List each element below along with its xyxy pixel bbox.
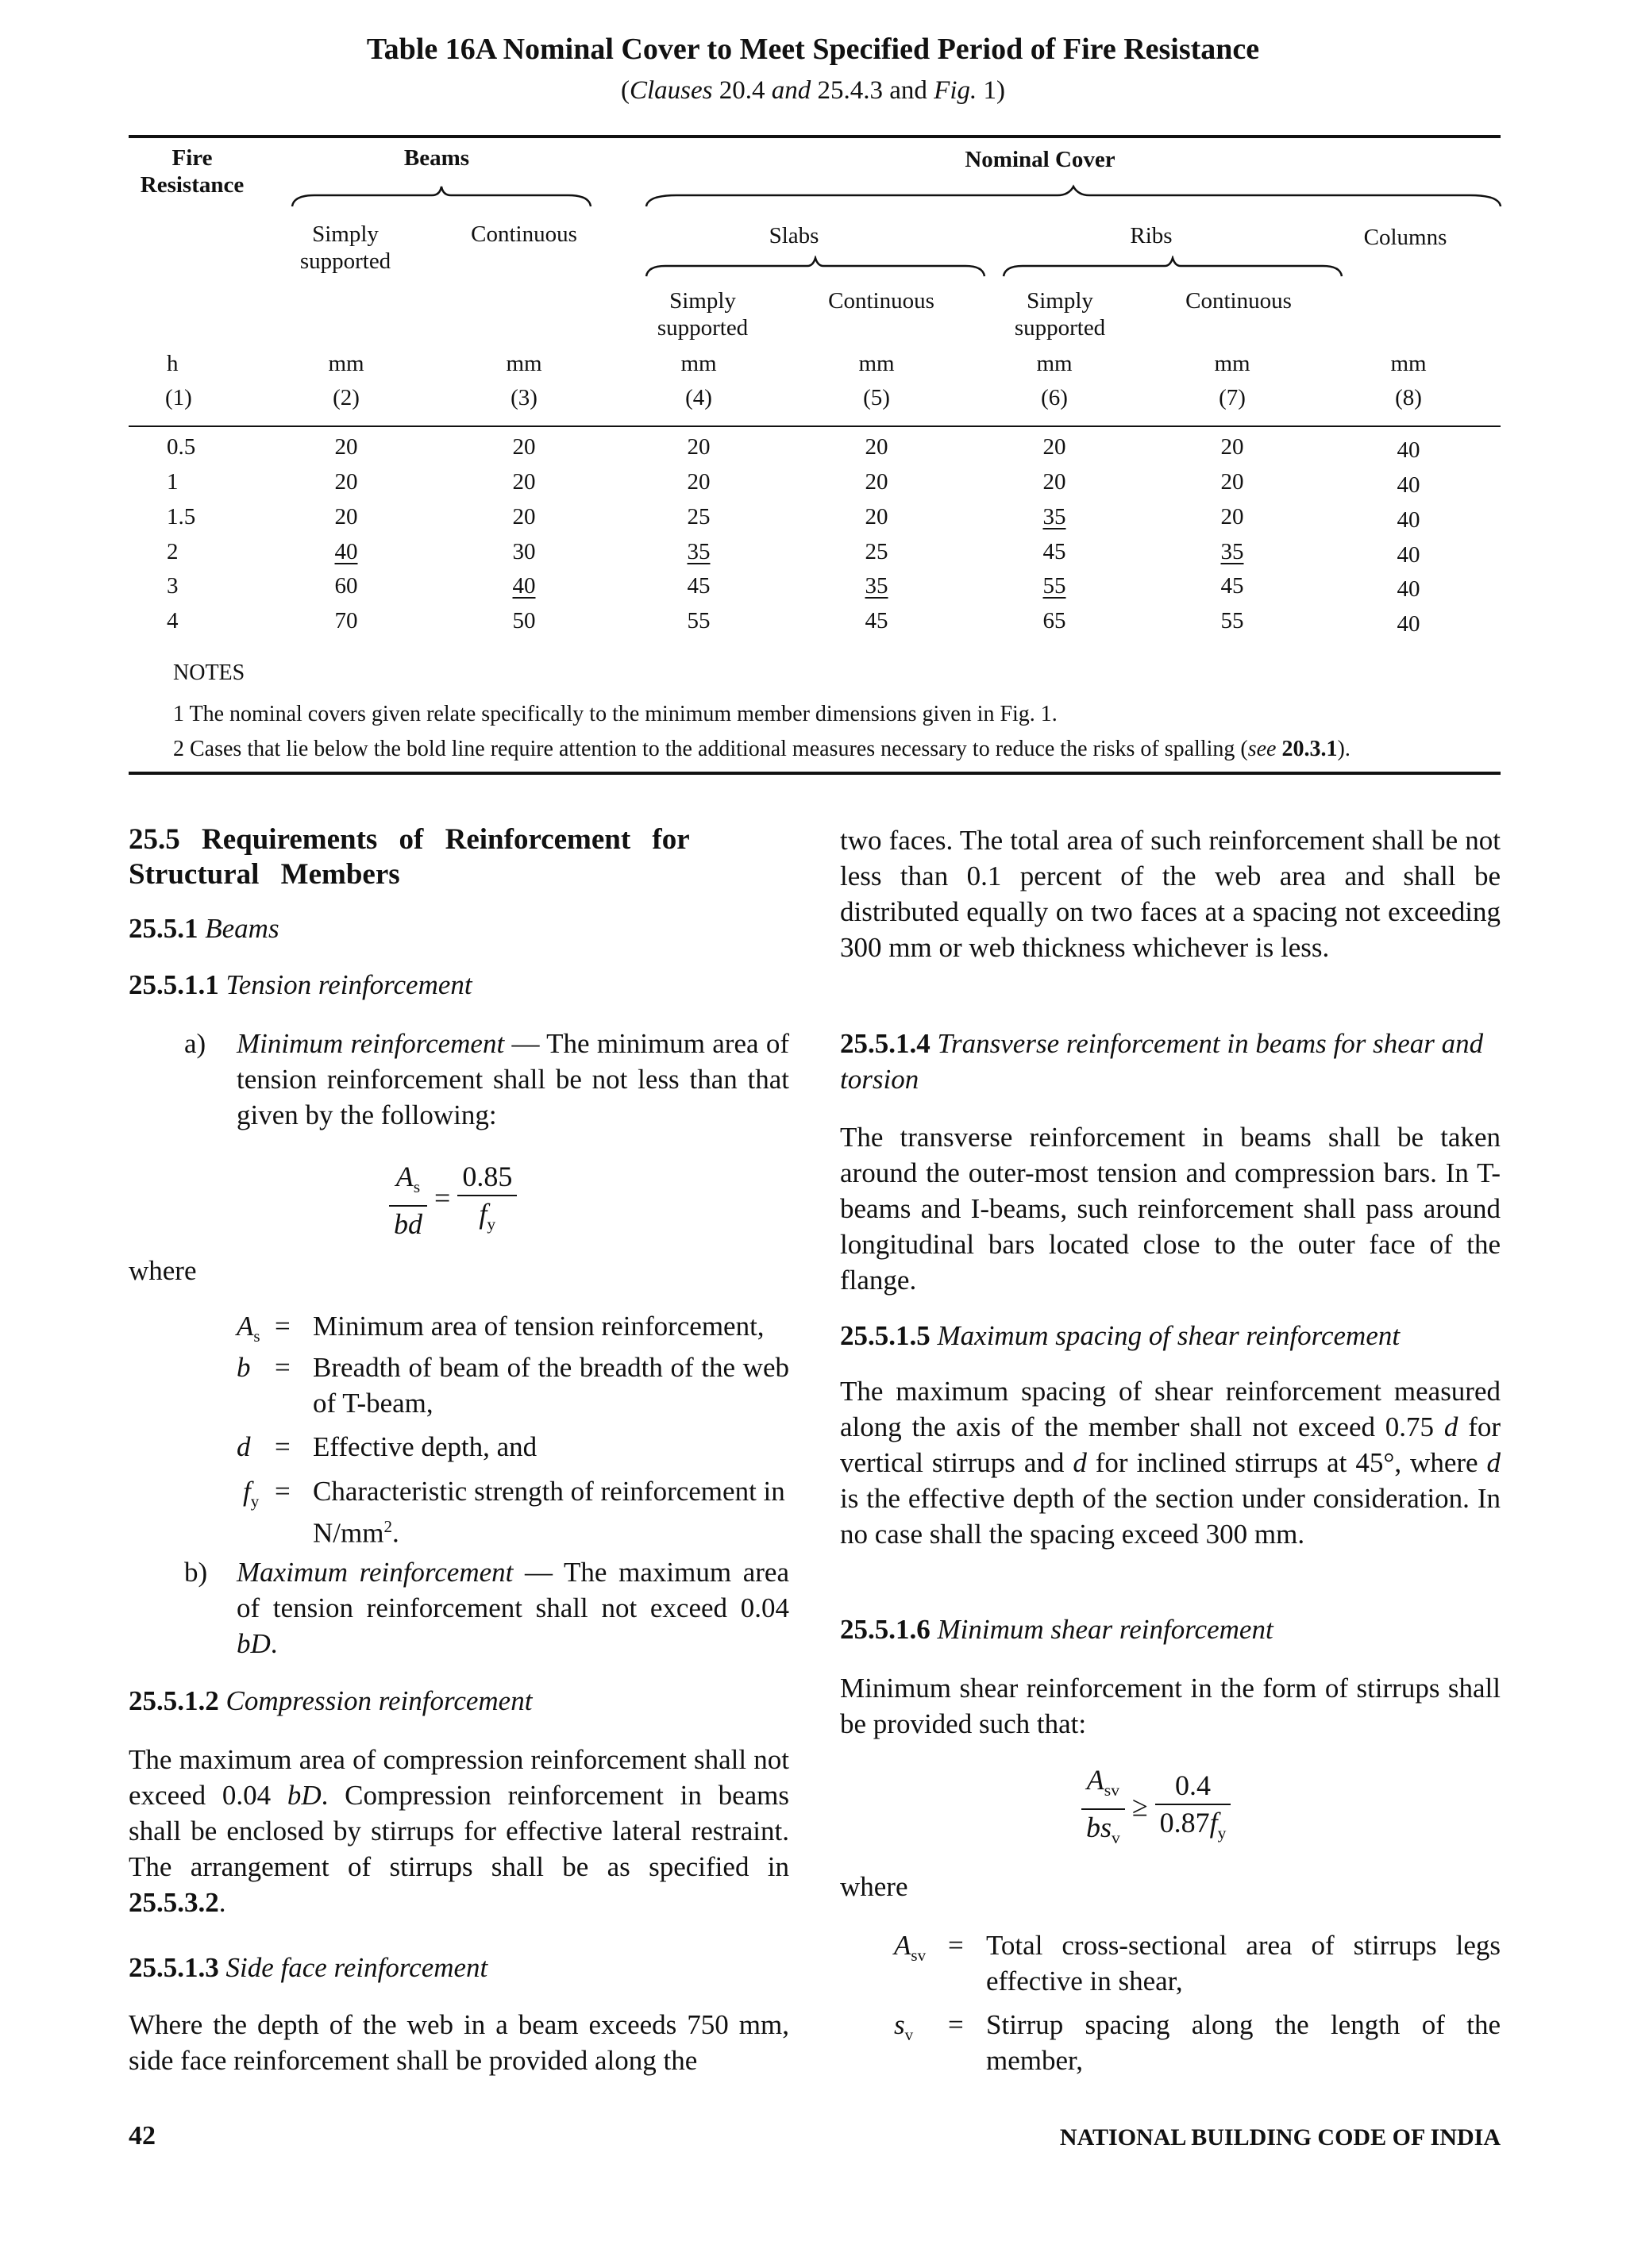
header-ribs-simply-supported: Simply supported	[1014, 288, 1106, 341]
table-bottom-rule	[129, 772, 1501, 775]
unit-mm: mm	[1390, 351, 1427, 376]
cell: 40	[1397, 611, 1420, 637]
cell: 25	[865, 539, 888, 564]
unit-h: h	[167, 351, 179, 376]
section-heading-25-5-1-5: 25.5.1.5 Maximum spacing of shear reinforcement	[840, 1320, 1401, 1351]
col-number: (7)	[1219, 385, 1246, 410]
cell: 40	[1397, 437, 1420, 463]
cell: 20	[1220, 504, 1244, 529]
note-2: 2 Cases that lie below the bold line require attention to the additional measures necessary to reduce the risks of spalling (see 20.3.1).	[173, 737, 1351, 761]
item-a-text: Minimum reinforcement — The minimum area of tension reinforcement shall be not less than that given by the following:	[237, 1028, 789, 1130]
cell-fire-resistance: 4	[167, 608, 179, 633]
cell: 20	[1220, 434, 1244, 460]
def-text: Effective depth, and	[313, 1431, 538, 1462]
cell: 20	[1042, 469, 1066, 495]
item-b-text: Maximum reinforcement — The maximum area of tension reinforcement shall not exceed 0.04 bD.	[237, 1557, 789, 1659]
cell: 40	[1397, 576, 1420, 602]
cell: 55	[687, 608, 711, 633]
def-equals: =	[948, 2009, 964, 2040]
cell: 70	[334, 608, 358, 633]
cell: 20	[334, 434, 358, 460]
col-number: (2)	[333, 385, 360, 410]
def-text: Total cross-sectional area of stirrups legs effective in shear,	[986, 1930, 1501, 1997]
header-slabs: Slabs	[769, 223, 819, 248]
cell: 40	[1397, 507, 1420, 533]
where-label: where	[840, 1871, 908, 1902]
notes-title: NOTES	[173, 660, 245, 685]
paragraph-min-shear: Minimum shear reinforcement in the form of stirrups shall be provided such that:	[840, 1673, 1501, 1739]
def-symbol: $s_v$	[894, 2009, 914, 2044]
def-text: Minimum area of tension reinforcement,	[313, 1311, 765, 1342]
header-fire-resistance: Fire Resistance	[140, 145, 245, 198]
cell: 20	[865, 504, 888, 529]
cell: 40	[1397, 472, 1420, 498]
cell: 45	[865, 608, 888, 633]
page-number: 42	[129, 2121, 156, 2151]
col-number: (6)	[1041, 385, 1068, 410]
cell: 65	[1042, 608, 1066, 633]
def-equals: =	[275, 1311, 291, 1342]
unit-mm: mm	[1036, 351, 1073, 376]
cell: 45	[687, 573, 711, 599]
paragraph-side-face: Where the depth of the web in a beam exceeds 750 mm, side face reinforcement shall be provided along the	[129, 2009, 789, 2076]
cell: 20	[687, 469, 711, 495]
def-equals: =	[275, 1431, 291, 1462]
section-heading-25-5-1-2: 25.5.1.2 Compression reinforcement	[129, 1685, 533, 1716]
section-heading-25-5-1-1: 25.5.1.1 Tension reinforcement	[129, 969, 472, 1000]
brace-slabs	[645, 256, 986, 279]
cell: 20	[512, 434, 536, 460]
section-heading-25-5-1-6: 25.5.1.6 Minimum shear reinforcement	[840, 1614, 1273, 1645]
section-heading-25-5: 25.5 Requirements of Reinforcement for Structural Members	[129, 823, 690, 891]
header-columns: Columns	[1363, 225, 1447, 250]
unit-mm: mm	[1214, 351, 1250, 376]
section-heading-25-5-1-3: 25.5.1.3 Side face reinforcement	[129, 1952, 488, 1983]
cell-underlined: 35	[865, 573, 888, 599]
paragraph-max-spacing: The maximum spacing of shear reinforcement measured along the axis of the member shall not exceed 0.75 d for vertical stirrups and d for inclined stirrups at 45°, where d is the effective depth of the section under consideration. In no case shall the spacing exceed 300 mm.	[840, 1376, 1501, 1550]
cell: 20	[334, 504, 358, 529]
brace-nominal-cover	[645, 184, 1502, 210]
header-nominal-cover: Nominal Cover	[965, 147, 1115, 172]
cell: 25	[687, 504, 711, 529]
col-number: (8)	[1395, 385, 1422, 410]
cell: 50	[512, 608, 536, 633]
col-number: (3)	[511, 385, 538, 410]
col-number: (4)	[685, 385, 712, 410]
brace-ribs	[1002, 256, 1343, 279]
col-number: (5)	[863, 385, 890, 410]
item-a-label: a)	[184, 1028, 206, 1059]
cell: 20	[334, 469, 358, 495]
table-title: Table 16A Nominal Cover to Meet Specified Period of Fire Resistance	[366, 33, 1260, 66]
cell: 20	[687, 434, 711, 460]
header-ribs-continuous: Continuous	[1185, 288, 1292, 314]
header-slabs-continuous: Continuous	[828, 288, 934, 314]
cell: 60	[334, 573, 358, 599]
def-text: Stirrup spacing along the length of the member,	[986, 2009, 1501, 2076]
unit-mm: mm	[680, 351, 717, 376]
cell: 20	[512, 504, 536, 529]
section-heading-25-5-1: 25.5.1 Beams	[129, 913, 279, 944]
def-equals: =	[275, 1352, 291, 1383]
header-beams-continuous: Continuous	[471, 221, 577, 247]
def-symbol: $A_s$	[237, 1311, 260, 1346]
table-top-rule	[129, 135, 1501, 138]
cell-underlined: 40	[512, 573, 536, 599]
cell: 20	[1220, 469, 1244, 495]
col-number: (1)	[165, 385, 192, 410]
header-beams: Beams	[403, 145, 470, 171]
cell: 20	[1042, 434, 1066, 460]
equation-min-shear: $\frac{A_{sv}}{bs_v}$ ≥ $\frac{0.4}{0.87f_y}$	[1081, 1762, 1231, 1856]
header-slabs-simply-supported: Simply supported	[657, 288, 749, 341]
cell-fire-resistance: 0.5	[167, 434, 196, 460]
cell: 55	[1220, 608, 1244, 633]
section-heading-25-5-1-4: 25.5.1.4 Transverse reinforcement in beams for shear and torsion	[840, 1028, 1484, 1095]
cell-underlined: 35	[1220, 539, 1244, 564]
table-clauses: (Clauses 20.4 and 25.4.3 and Fig. 1)	[621, 76, 1005, 105]
def-text: Characteristic strength of reinforcement in $N/mm^2$.	[313, 1476, 785, 1549]
cell-fire-resistance: 1.5	[167, 504, 196, 529]
cell: 30	[512, 539, 536, 564]
def-symbol: $A_{sv}$	[894, 1930, 927, 1965]
cell-fire-resistance: 2	[167, 539, 179, 564]
where-label: where	[129, 1255, 197, 1286]
publication-name: NATIONAL BUILDING CODE OF INDIA	[1059, 2124, 1501, 2151]
item-b-label: b)	[184, 1557, 208, 1588]
brace-beams	[291, 184, 592, 210]
cell: 40	[1397, 542, 1420, 568]
table-header-rule	[129, 425, 1501, 427]
cell-underlined: 55	[1042, 573, 1066, 599]
cell: 20	[512, 469, 536, 495]
def-equals: =	[948, 1930, 964, 1961]
unit-mm: mm	[858, 351, 895, 376]
paragraph-compression: The maximum area of compression reinforcement shall not exceed 0.04 bD. Compression reinforcement in beams shall be enclosed by stirrups for effective lateral restraint. The arrangement of stirrups shall be as specified in 25.5.3.2.	[129, 1744, 790, 1918]
cell: 20	[865, 469, 888, 495]
equation-min-tension: $\frac{A_s}{bd}$ = $\frac{0.85}{f_y}$	[389, 1159, 517, 1242]
paragraph-transverse: The transverse reinforcement in beams shall be taken around the outer-most tension and compression bars. In T-beams and I-beams, such reinforcement shall pass around longitudinal bars located close to the outer face of the flange.	[840, 1122, 1501, 1296]
note-1: 1 The nominal covers given relate specifically to the minimum member dimensions given in Fig. 1.	[173, 702, 1058, 726]
def-text: Breadth of beam of the breadth of the web of T-beam,	[313, 1352, 789, 1419]
def-symbol: b	[237, 1352, 251, 1383]
unit-mm: mm	[506, 351, 542, 376]
def-symbol: d	[237, 1431, 251, 1462]
cell: 20	[865, 434, 888, 460]
paragraph-continued: two faces. The total area of such reinforcement shall be not less than 0.1 percent of the web area and shall be distributed equally on two faces at a spacing not exceeding 300 mm or web thickness whichever is less.	[840, 825, 1501, 963]
cell: 45	[1042, 539, 1066, 564]
header-ribs: Ribs	[1130, 223, 1173, 248]
cell-underlined: 35	[687, 539, 711, 564]
def-equals: =	[275, 1476, 291, 1507]
def-symbol: $f_y$	[243, 1476, 260, 1511]
cell-underlined: 40	[334, 539, 358, 564]
cell-fire-resistance: 3	[167, 573, 179, 599]
cell-fire-resistance: 1	[167, 469, 179, 495]
header-beams-simply-supported: Simply supported	[299, 221, 391, 274]
unit-mm: mm	[328, 351, 364, 376]
cell-underlined: 35	[1042, 504, 1066, 529]
cell: 45	[1220, 573, 1244, 599]
